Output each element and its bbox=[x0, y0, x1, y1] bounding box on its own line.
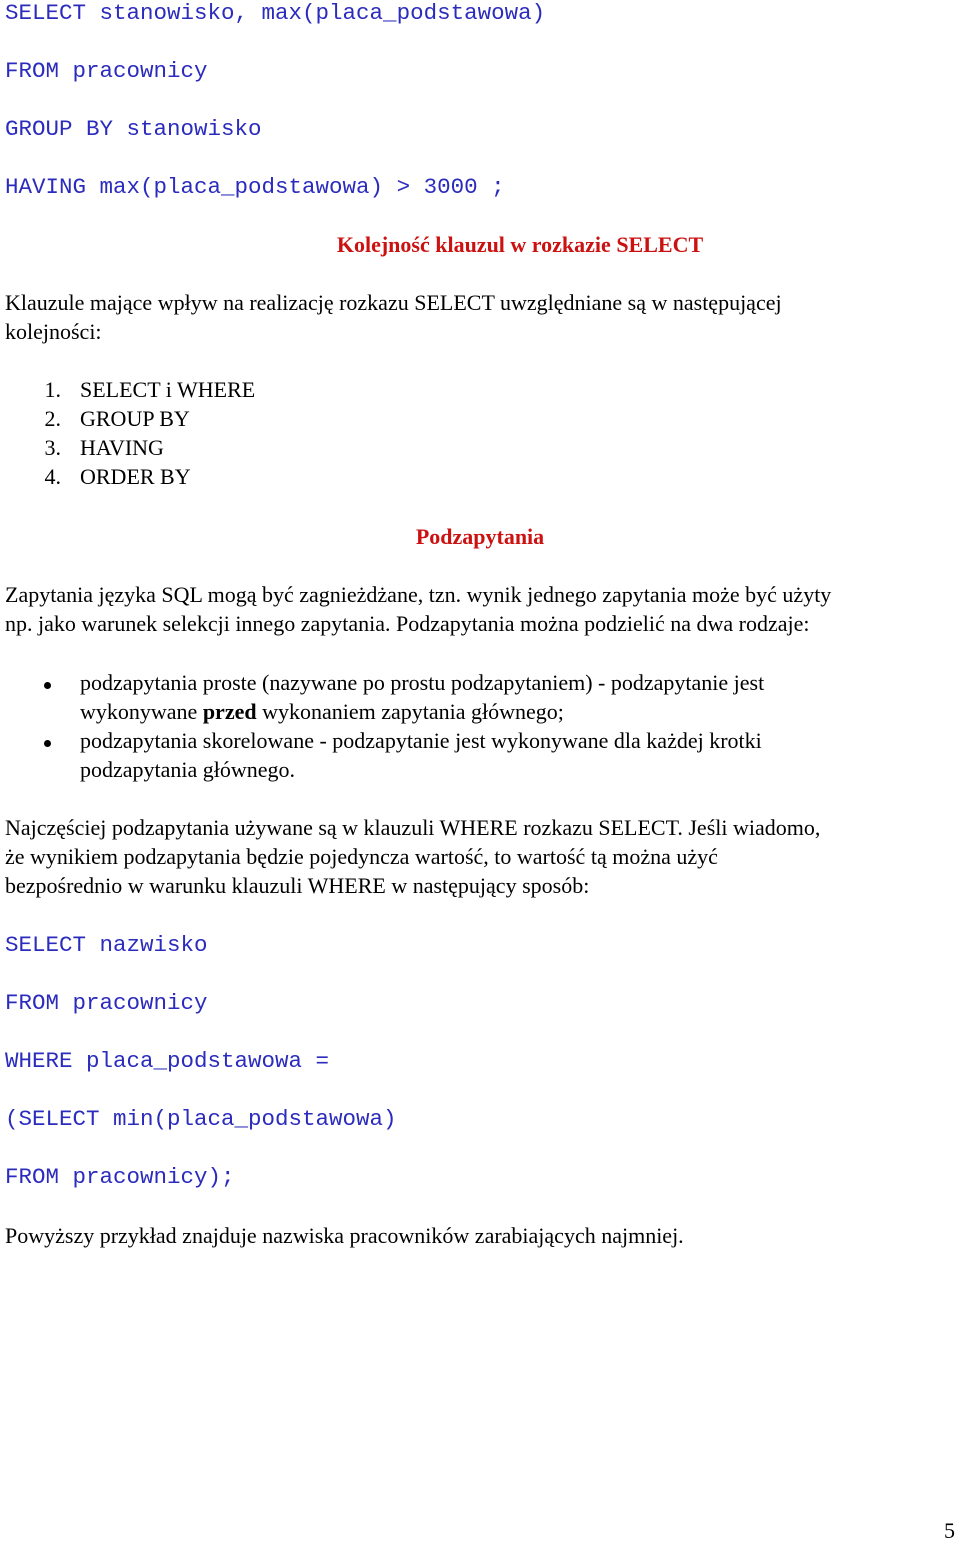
paragraph-line: Najczęściej podzapytania używane są w klauzuli WHERE rozkazu SELECT. Jeśli wiadomo, bbox=[5, 815, 821, 840]
code-line: (SELECT min(placa_podstawowa) bbox=[5, 1106, 397, 1132]
list-item: GROUP BY bbox=[80, 406, 190, 431]
bullet-text: wykonaniem zapytania głównego; bbox=[256, 699, 564, 724]
bullet-icon bbox=[44, 740, 51, 747]
paragraph-line: Klauzule mające wpływ na realizację rozkazu SELECT uwzględniane są w następującej bbox=[5, 290, 782, 315]
code-line: GROUP BY stanowisko bbox=[5, 116, 262, 142]
list-item: ORDER BY bbox=[80, 464, 191, 489]
list-number: 2. bbox=[44, 406, 61, 431]
paragraph-line: kolejności: bbox=[5, 319, 102, 344]
list-number: 1. bbox=[44, 377, 61, 402]
bullet-item-line: podzapytania skorelowane - podzapytanie jest wykonywane dla każdej krotki bbox=[80, 728, 762, 753]
code-line: FROM pracownicy bbox=[5, 58, 208, 84]
bullet-text: wykonywane bbox=[80, 699, 203, 724]
list-item: HAVING bbox=[80, 435, 164, 460]
section-heading: Kolejność klauzul w rozkazie SELECT bbox=[336, 232, 704, 257]
code-line: FROM pracownicy bbox=[5, 990, 208, 1016]
paragraph-line: że wynikiem podzapytania będzie pojedyncza wartość, to wartość tą można użyć bbox=[5, 844, 718, 869]
emphasis-text: przed bbox=[202, 699, 257, 724]
paragraph-line: np. jako warunek selekcji innego zapytania. Podzapytania można podzielić na dwa rodzaje: bbox=[5, 611, 810, 636]
bullet-item-line bbox=[80, 697, 564, 726]
code-line: WHERE placa_podstawowa = bbox=[5, 1048, 330, 1074]
page-number: 5 bbox=[944, 1518, 955, 1543]
list-item: SELECT i WHERE bbox=[80, 377, 256, 402]
section-heading: Podzapytania bbox=[415, 524, 545, 549]
code-line: FROM pracownicy); bbox=[5, 1164, 235, 1190]
paragraph-line: Zapytania języka SQL mogą być zagnieżdżane, tzn. wynik jednego zapytania może być użyty bbox=[5, 582, 832, 607]
code-line: HAVING max(placa_podstawowa) > 3000 ; bbox=[5, 174, 505, 200]
paragraph-line: Powyższy przykład znajduje nazwiska pracowników zarabiających najmniej. bbox=[5, 1223, 684, 1248]
paragraph-line: bezpośrednio w warunku klauzuli WHERE w następujący sposób: bbox=[5, 873, 590, 898]
list-number: 4. bbox=[44, 464, 61, 489]
code-line: SELECT stanowisko, max(placa_podstawowa) bbox=[5, 0, 546, 26]
code-line: SELECT nazwisko bbox=[5, 932, 208, 958]
bullet-item-line: podzapytania proste (nazywane po prostu podzapytaniem) - podzapytanie jest bbox=[80, 670, 765, 695]
list-number: 3. bbox=[44, 435, 61, 460]
bullet-item-line: podzapytania głównego. bbox=[80, 757, 296, 782]
bullet-icon bbox=[44, 682, 51, 689]
